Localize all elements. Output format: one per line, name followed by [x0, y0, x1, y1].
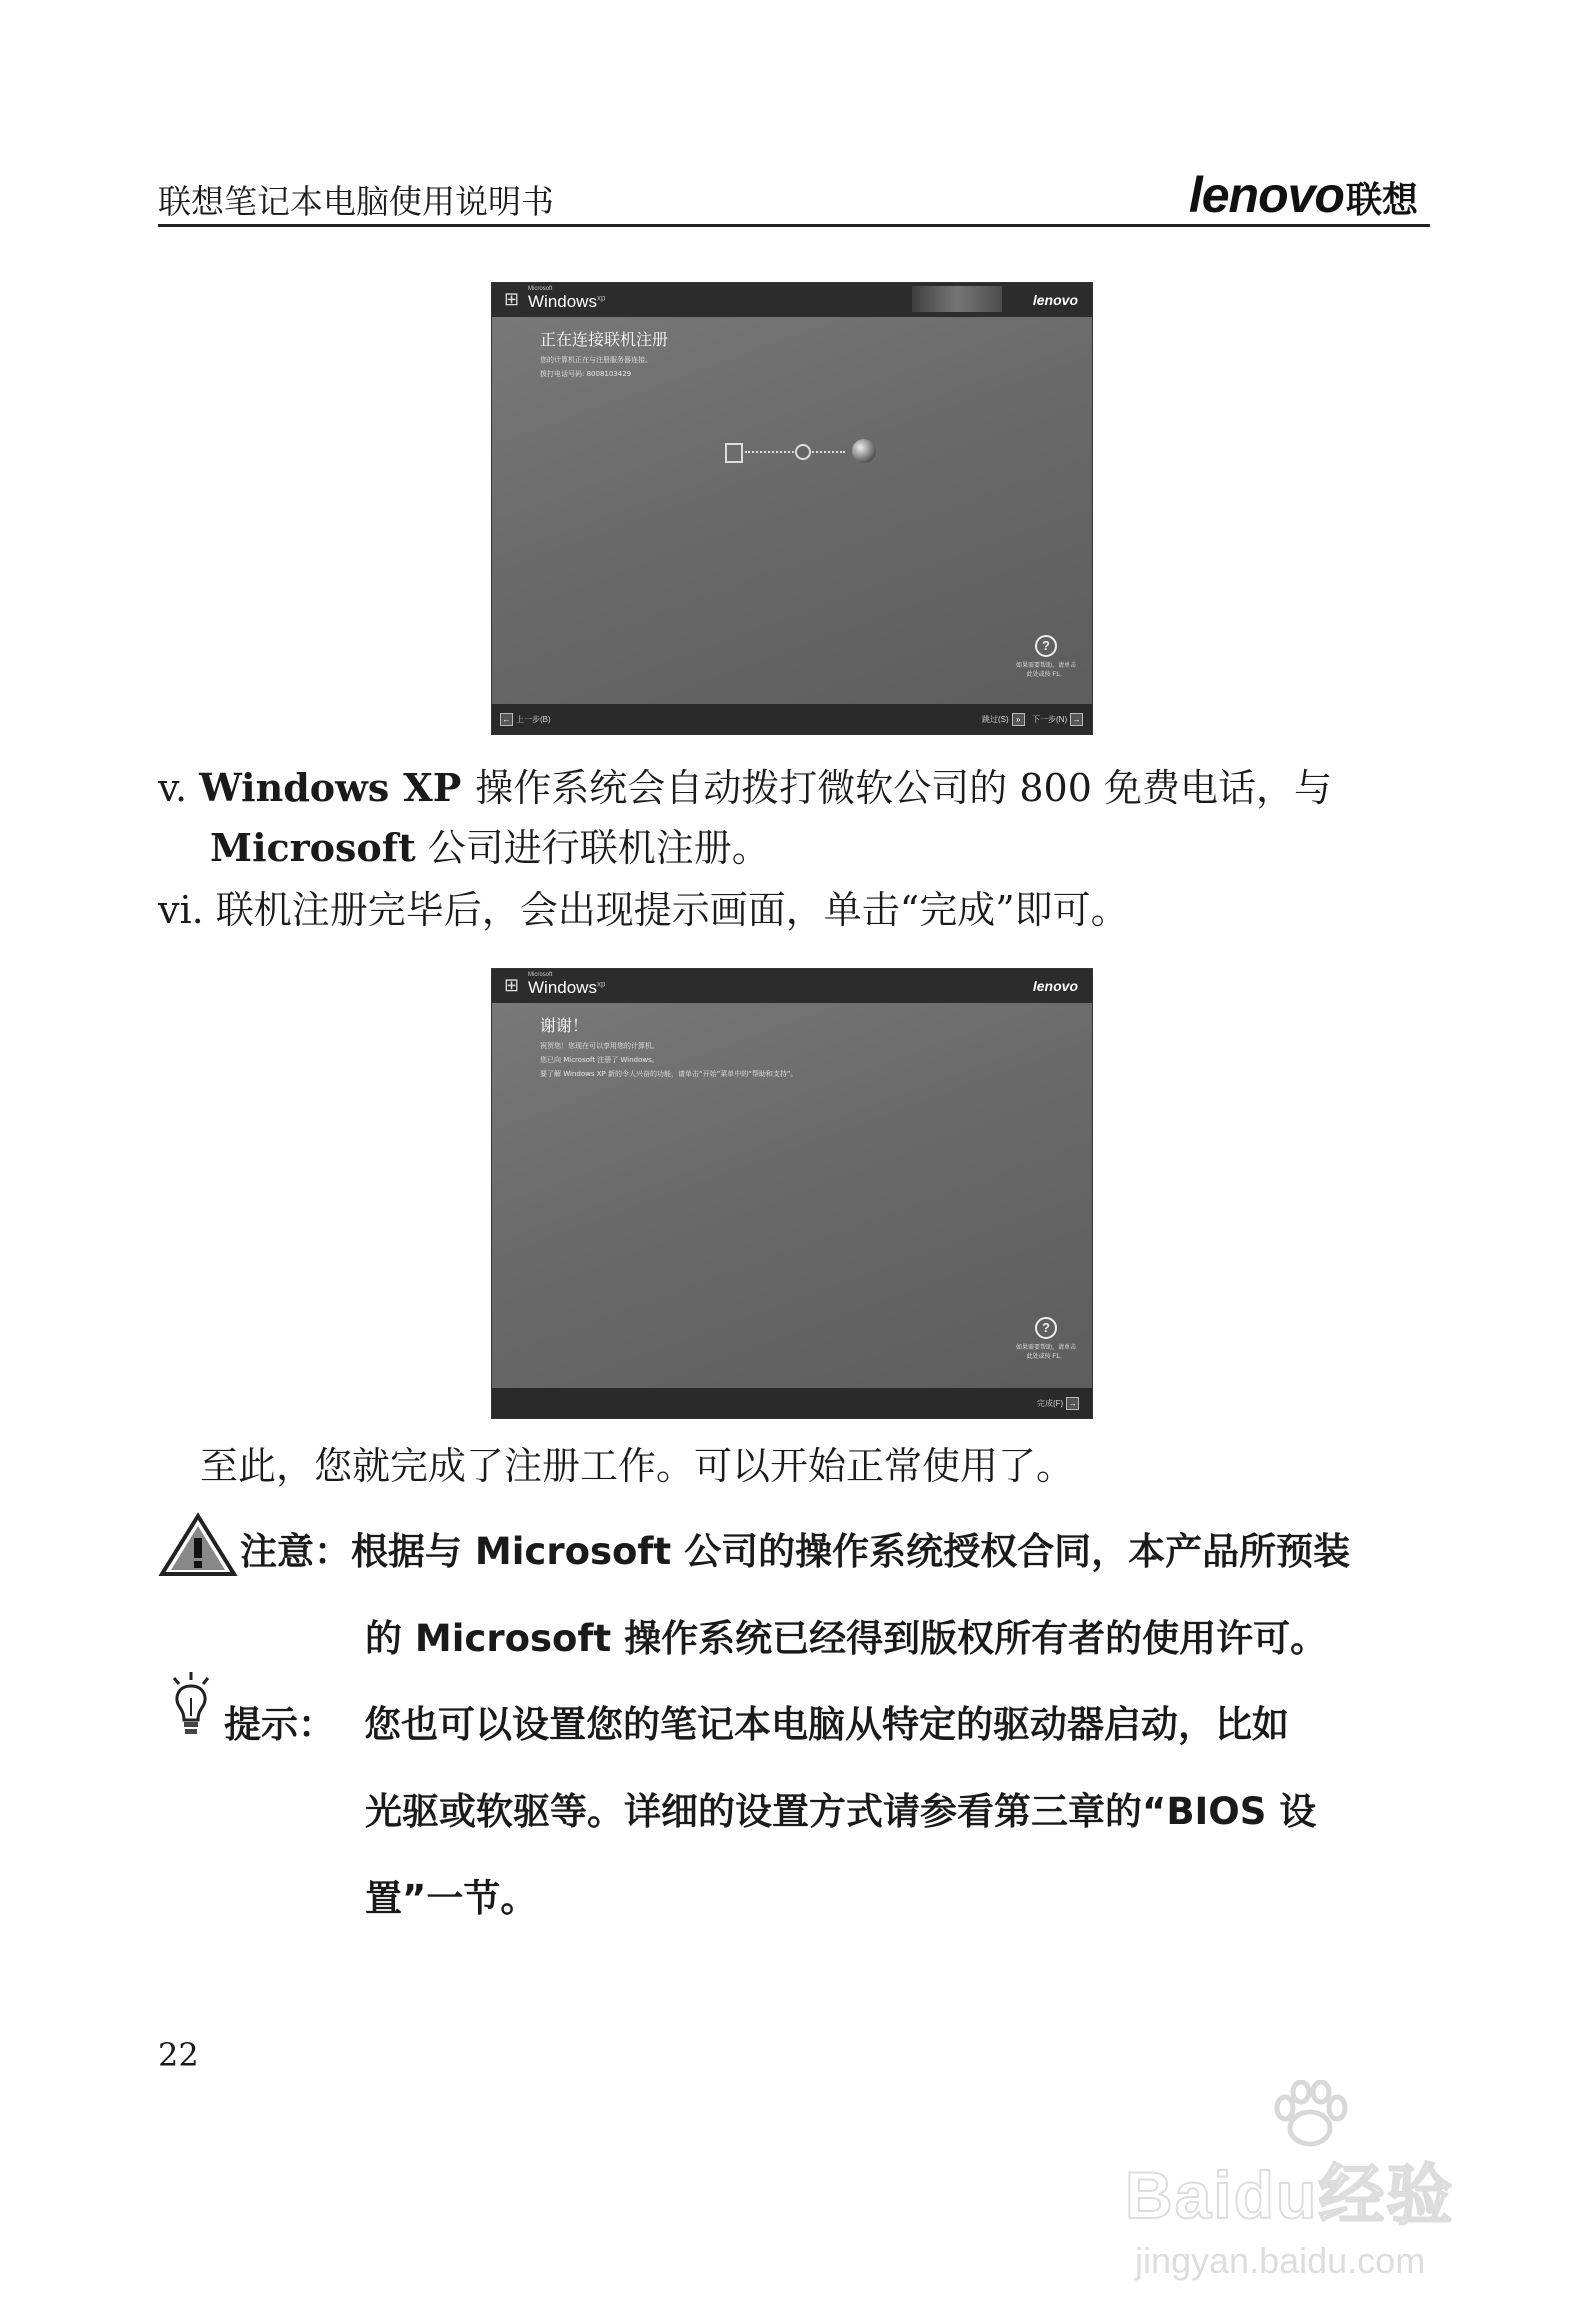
bold-windows: Windows: [199, 765, 390, 810]
shot-body-line: 您的计算机正在与注册服务器连接。: [540, 356, 652, 364]
help-icon[interactable]: ?: [1035, 1317, 1057, 1339]
next-button[interactable]: 下一步(N) →: [1032, 713, 1083, 726]
back-button[interactable]: ← 上一步(B): [500, 713, 551, 726]
connection-animation: [725, 437, 885, 467]
shot-body-line: 拨打电话号码: 8008103429: [540, 370, 632, 378]
note-line1: 注意：根据与 Microsoft 公司的操作系统授权合同，本产品所预装: [240, 1530, 1351, 1573]
skip-button[interactable]: 跳过(S) »: [982, 713, 1025, 726]
baidu-watermark: [1115, 2080, 1495, 2290]
help-hint[interactable]: [1016, 1317, 1076, 1360]
computer-icon: [725, 443, 743, 463]
globe-icon: [852, 439, 876, 463]
shot-top-bar: [492, 283, 1092, 317]
step-vi: vi. 联机注册完毕后，会出现提示画面，单击“完成”即可。: [158, 888, 1129, 932]
shot-bottom-bar: [492, 1388, 1092, 1418]
next-arrow-icon: →: [1070, 713, 1083, 726]
tip-label: 提示：: [224, 1703, 335, 1746]
bold-xp: XP: [403, 765, 462, 810]
back-arrow-icon: ←: [500, 713, 513, 726]
decorative-band: [912, 286, 1002, 312]
screenshot-thank-you: [491, 968, 1093, 1419]
tip-line3: 置”一节。: [365, 1877, 538, 1920]
help-hint[interactable]: [1016, 635, 1076, 678]
screenshot-connecting: [491, 282, 1093, 735]
page-number: 22: [158, 2036, 199, 2074]
lightbulb-icon: [166, 1670, 216, 1740]
help-text: 如果需要帮助，请单击此处或按 F1。: [1016, 663, 1077, 678]
windows-xp-wordmark: Microsoft Windows$^{xp}$: [528, 286, 606, 311]
bold-microsoft: Microsoft: [210, 825, 416, 870]
shot-body-line: 您已向 Microsoft 注册了 Windows。: [540, 1056, 659, 1064]
note-line2: 的 Microsoft 操作系统已经得到版权所有者的使用许可。: [365, 1617, 1328, 1660]
windows-flag-icon: ⊞: [504, 975, 520, 995]
completion-text: 至此，您就完成了注册工作。可以开始正常使用了。: [200, 1444, 1075, 1488]
signal-ring-icon: [795, 444, 811, 460]
tip-line1: 提示： 您也可以设置您的笔记本电脑从特定的驱动器启动，比如: [224, 1703, 1289, 1746]
shot-bottom-bar: [492, 704, 1092, 734]
shot-body-line: 要了解 Windows XP 新的令人兴奋的功能，请单击“开始”菜单中的“帮助和支持”。: [540, 1070, 798, 1078]
manual-title: 联想笔记本电脑使用说明书: [158, 182, 554, 221]
step-v-line2: Microsoft 公司进行联机注册。: [210, 825, 770, 870]
watermark-url: jingyan.baidu.com: [1135, 2240, 1426, 2281]
lenovo-logo: [1189, 166, 1418, 224]
windows-flag-icon: ⊞: [504, 289, 520, 309]
shot-body-line: 祝贺您！您现在可以享用您的计算机。: [540, 1042, 659, 1050]
shot-heading: 谢谢！: [540, 1016, 589, 1035]
tip-line2: 光驱或软驱等。详细的设置方式请参看第三章的“BIOS 设: [365, 1790, 1317, 1833]
windows-xp-wordmark: Microsoft Windows$^{xp}$: [528, 972, 606, 997]
warning-icon: [158, 1512, 238, 1578]
step-v-line1: v. Windows XP 操作系统会自动拨打微软公司的 800 免费电话，与: [158, 765, 1332, 810]
baidu-paw-icon: [1265, 2080, 1355, 2150]
skip-arrow-icon: »: [1012, 713, 1025, 726]
logo-latin-text: lenovo: [1188, 167, 1344, 223]
watermark-main: Baidu经验: [1125, 2158, 1455, 2232]
help-text: 如果需要帮助，请单击此处或按 F1。: [1016, 1345, 1077, 1360]
help-icon[interactable]: ?: [1035, 635, 1057, 657]
shot-heading: 正在连接联机注册: [540, 330, 669, 349]
shot-brand-logo: lenovo: [1032, 292, 1078, 308]
finish-arrow-icon: →: [1066, 1397, 1079, 1410]
finish-button[interactable]: 完成(F) →: [1037, 1397, 1079, 1410]
shot-brand-logo: lenovo: [1032, 978, 1078, 994]
page-header: [158, 167, 1430, 227]
logo-chinese-text: 联想: [1345, 180, 1418, 221]
shot-top-bar: [492, 969, 1092, 1003]
